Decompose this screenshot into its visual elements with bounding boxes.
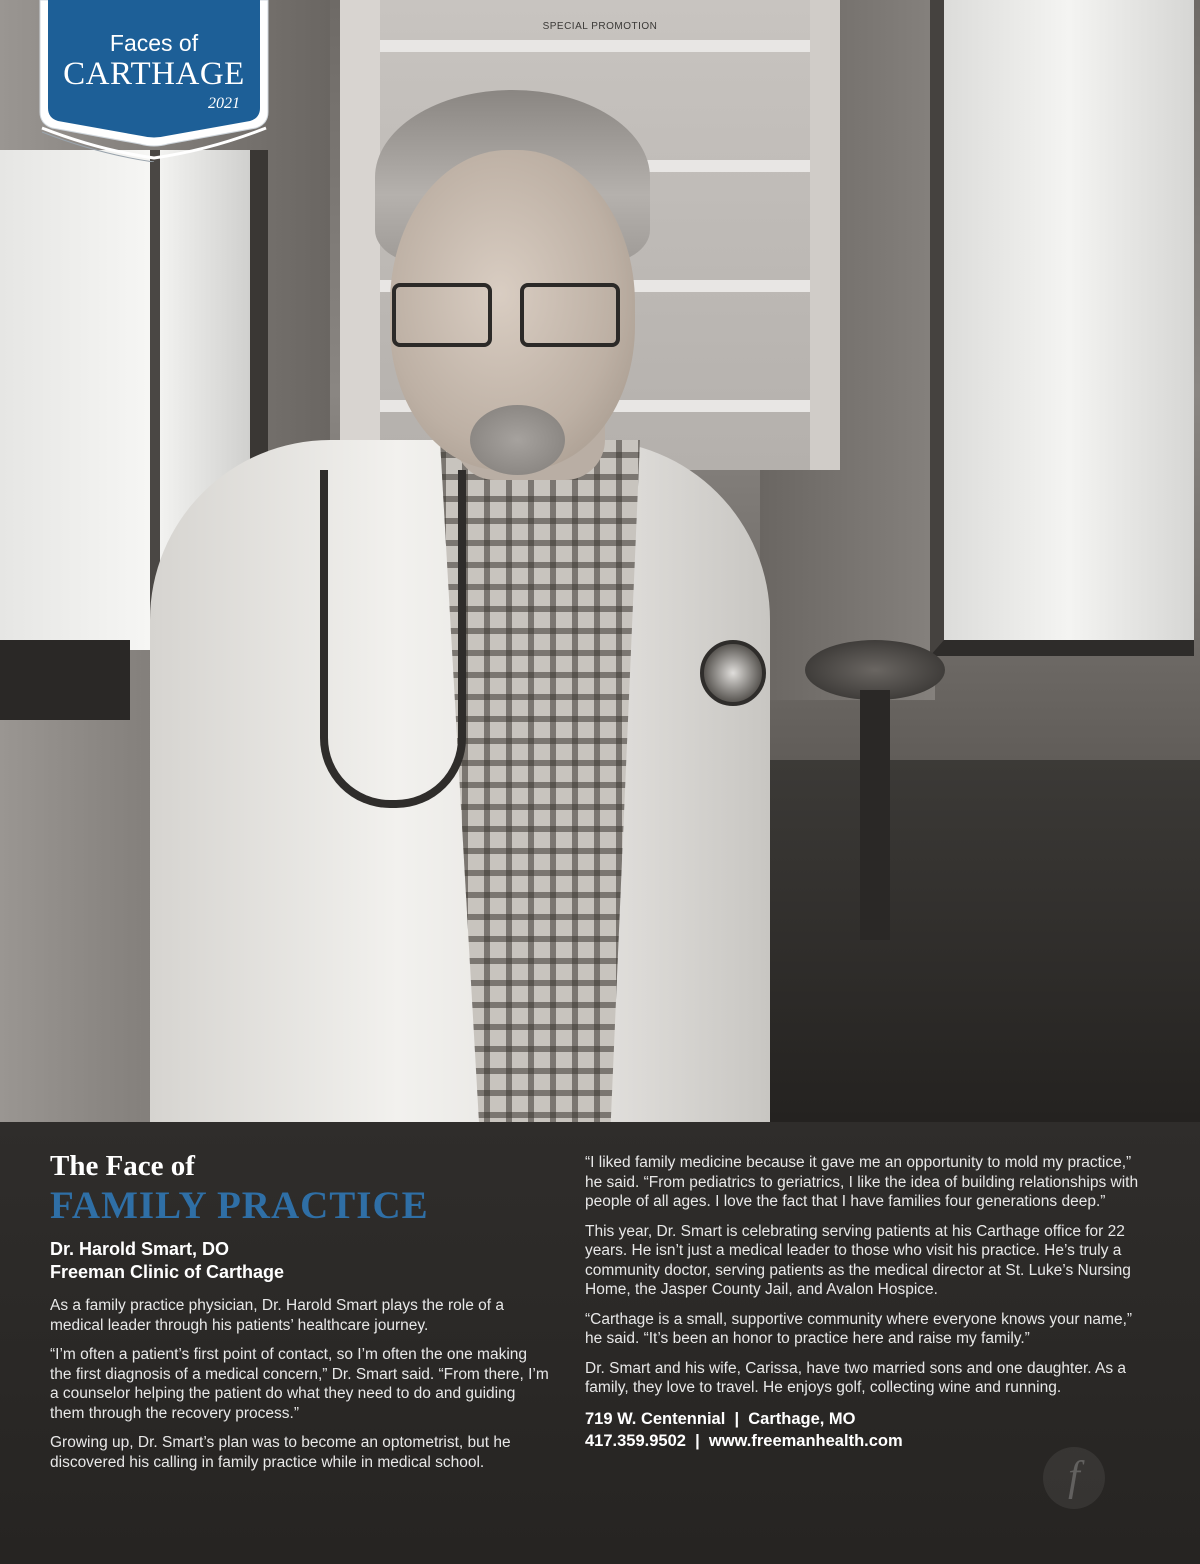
clinic-name: Freeman Clinic of Carthage (50, 1262, 285, 1282)
left-paragraphs (50, 1296, 550, 1472)
badge-carthage: CARTHAGE (63, 56, 245, 92)
faces-of-carthage-badge (38, 0, 270, 162)
article-paragraph: “I liked family medicine because it gave me an opportunity to mold my practice,” he said. “From pediatrics to geriatrics, I like the idea of building relationships with people of all ages. I love the fact that I have families four generations deep.” (585, 1154, 1139, 1210)
photo-exam-counter (700, 760, 1200, 1122)
special-promotion-label: SPECIAL PROMOTION (542, 21, 658, 32)
article-paragraph: As a family practice physician, Dr. Harold Smart plays the role of a medical leader through his patients’ healthcare journey. (50, 1297, 504, 1334)
badge-faces-of: Faces of (109, 30, 199, 56)
photo-stethoscope (320, 470, 466, 808)
contact-address: 719 W. Centennial | Carthage, MO (585, 1409, 856, 1428)
article-headline: FAMILY PRACTICE (50, 1184, 429, 1227)
doctor-name: Dr. Harold Smart, DO (50, 1239, 230, 1259)
freeman-health-logo-icon: f (1043, 1447, 1105, 1509)
article-paragraph: This year, Dr. Smart is celebrating serving patients at his Carthage office for 22 years. He isn’t just a medical leader to those who visit his practice. He’s truly a community doctor, serving patients as the medical director at St. Luke’s Nursing Home, the Jasper County Jail, and Avalon Hospice. (585, 1222, 1131, 1298)
article-kicker: The Face of (50, 1150, 195, 1182)
photo-beard (470, 405, 565, 475)
article-paragraph: “I’m often a patient’s first point of contact, so I’m often the one making the first diagnosis of a medical concern,” Dr. Smart said. “From there, I’m a counselor helping the patient do what they need to do and guiding them through the recovery process.” (50, 1346, 549, 1422)
article-paragraph: “Carthage is a small, supportive community where everyone knows your name,” he said. “It’s been an honor to practice here and raise my family.” (585, 1310, 1133, 1347)
article-paragraph: Dr. Smart and his wife, Carissa, have two married sons and one daughter. As a family, they love to travel. He enjoys golf, collecting wine and running. (585, 1359, 1127, 1396)
article-paragraph: Growing up, Dr. Smart’s plan was to become an optometrist, but he discovered his calling in family practice while in medical school. (50, 1434, 511, 1471)
contact-phone-website: 417.359.9502 | www.freemanhealth.com (585, 1431, 903, 1450)
photo-window-right (930, 0, 1194, 656)
photo-stethoscope-bell (700, 640, 766, 706)
article-left-column (50, 1150, 550, 1482)
photo-glasses (392, 283, 620, 343)
article-right-column (585, 1153, 1145, 1452)
photo-stool-post (860, 690, 890, 940)
photo-tray (0, 640, 130, 720)
badge-year: 2021 (208, 95, 240, 112)
